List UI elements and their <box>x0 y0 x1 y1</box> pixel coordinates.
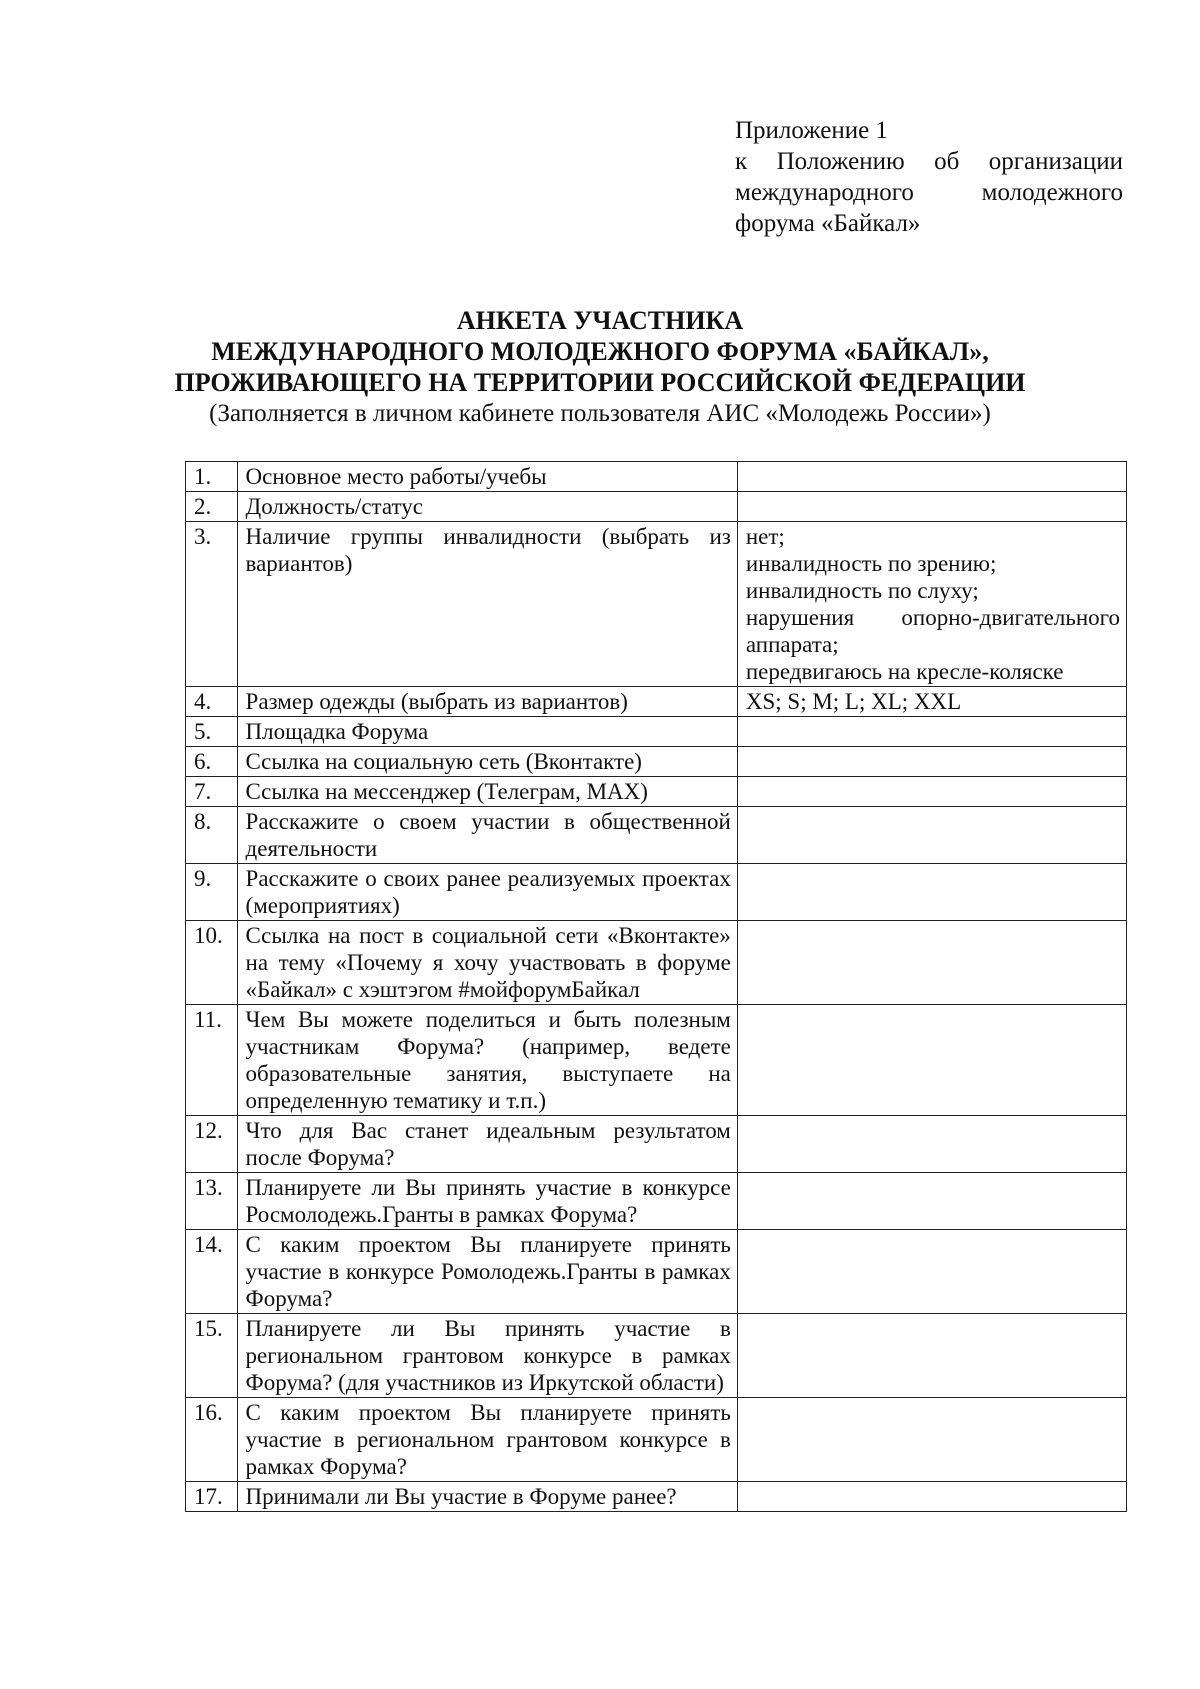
answer-cell[interactable] <box>737 1116 1126 1173</box>
row-number: 14. <box>186 1230 238 1314</box>
question-cell: Что для Вас станет идеальным результатом после Форума? <box>237 1116 737 1173</box>
appendix-line: к Положению об организации <box>735 148 1123 175</box>
row-number: 9. <box>186 864 238 921</box>
question-cell: Наличие группы инвалидности (выбрать из вариантов) <box>237 522 737 687</box>
question-cell: Ссылка на мессенджер (Телеграм, MAX) <box>237 777 737 807</box>
answer-cell[interactable] <box>737 807 1126 864</box>
row-number: 12. <box>186 1116 238 1173</box>
question-cell: Расскажите о своих ранее реализуемых проектах (мероприятиях) <box>237 864 737 921</box>
title-line-1: АНКЕТА УЧАСТНИКА <box>456 306 744 335</box>
question-cell: Планируете ли Вы принять участие в конкурсе Росмолодежь.Гранты в рамках Форума? <box>237 1173 737 1230</box>
row-number: 8. <box>186 807 238 864</box>
row-number: 1. <box>186 462 238 492</box>
table-row <box>186 1314 1127 1398</box>
row-number: 3. <box>186 522 238 687</box>
row-number: 5. <box>186 717 238 747</box>
answer-option[interactable]: передвигаюсь на кресле-коляске <box>745 659 1064 684</box>
answer-cell[interactable] <box>737 747 1126 777</box>
row-number: 10. <box>186 921 238 1005</box>
table-row <box>186 1482 1127 1512</box>
row-number: 15. <box>186 1314 238 1398</box>
answer-option[interactable]: инвалидность по слуху; <box>745 578 979 603</box>
answer-cell[interactable] <box>737 1398 1126 1482</box>
answer-option[interactable]: инвалидность по зрению; <box>745 551 997 576</box>
table-row <box>186 864 1127 921</box>
row-number: 16. <box>186 1398 238 1482</box>
answer-cell[interactable] <box>737 864 1126 921</box>
table-row <box>186 492 1127 522</box>
appendix-block <box>735 115 1123 239</box>
table-row <box>186 687 1127 717</box>
form-title <box>0 305 1200 429</box>
answer-cell[interactable]: XS; S; M; L; XL; XXL <box>737 687 1126 717</box>
answer-cell[interactable] <box>737 717 1126 747</box>
question-cell: Планируете ли Вы принять участие в региональном грантовом конкурсе в рамках Форума? (для участников из Иркутской области) <box>237 1314 737 1398</box>
answer-cell[interactable] <box>737 1173 1126 1230</box>
table-row <box>186 1230 1127 1314</box>
row-number: 7. <box>186 777 238 807</box>
answer-cell[interactable] <box>737 1005 1126 1116</box>
title-subtitle: (Заполняется в личном кабинете пользователя АИС «Молодежь России») <box>209 400 991 427</box>
row-number: 2. <box>186 492 238 522</box>
table-row <box>186 717 1127 747</box>
appendix-line: форума «Байкал» <box>735 210 921 237</box>
question-cell: Размер одежды (выбрать из вариантов) <box>237 687 737 717</box>
table-row <box>186 921 1127 1005</box>
table-row <box>186 1173 1127 1230</box>
question-cell: Расскажите о своем участии в общественной деятельности <box>237 807 737 864</box>
row-number: 13. <box>186 1173 238 1230</box>
table-row <box>186 1116 1127 1173</box>
title-line-3: ПРОЖИВАЮЩЕГО НА ТЕРРИТОРИИ РОССИЙСКОЙ ФЕДЕРАЦИИ <box>174 368 1026 397</box>
answer-cell[interactable] <box>737 1314 1126 1398</box>
answer-cell[interactable] <box>737 1482 1126 1512</box>
answer-cell[interactable] <box>737 921 1126 1005</box>
answer-cell[interactable] <box>737 522 1126 687</box>
question-cell: С каким проектом Вы планируете принять участие в региональном грантовом конкурсе в рамках Форума? <box>237 1398 737 1482</box>
question-cell: С каким проектом Вы планируете принять участие в конкурсе Ромолодежь.Гранты в рамках Форума? <box>237 1230 737 1314</box>
questionnaire-table <box>185 461 1127 1512</box>
table-row <box>186 777 1127 807</box>
table-row <box>186 807 1127 864</box>
appendix-line: международного молодежного <box>735 179 1123 206</box>
question-cell: Ссылка на пост в социальной сети «Вконтакте» на тему «Почему я хочу участвовать в форуме «Байкал» с хэштэгом #мойфорумБайкал <box>237 921 737 1005</box>
appendix-line: Приложение 1 <box>735 117 888 144</box>
answer-cell[interactable] <box>737 492 1126 522</box>
table-row <box>186 1005 1127 1116</box>
question-cell: Должность/статус <box>237 492 737 522</box>
answer-cell[interactable] <box>737 777 1126 807</box>
row-number: 6. <box>186 747 238 777</box>
table-row <box>186 522 1127 687</box>
row-number: 11. <box>186 1005 238 1116</box>
question-cell: Основное место работы/учебы <box>237 462 737 492</box>
table-row <box>186 1398 1127 1482</box>
row-number: 4. <box>186 687 238 717</box>
title-line-2: МЕЖДУНАРОДНОГО МОЛОДЕЖНОГО ФОРУМА «БАЙКАЛ», <box>211 337 989 366</box>
answer-cell[interactable] <box>737 462 1126 492</box>
table-row <box>186 462 1127 492</box>
answer-option[interactable]: нет; <box>745 524 785 549</box>
table-row <box>186 747 1127 777</box>
answer-option[interactable]: нарушения опорно-двигательного аппарата; <box>745 605 1120 657</box>
answer-cell[interactable] <box>737 1230 1126 1314</box>
question-cell: Чем Вы можете поделиться и быть полезным участникам Форума? (например, ведете образовательные занятия, выступаете на определенную тематику и т.п.) <box>237 1005 737 1116</box>
question-cell: Ссылка на социальную сеть (Вконтакте) <box>237 747 737 777</box>
row-number: 17. <box>186 1482 238 1512</box>
question-cell: Площадка Форума <box>237 717 737 747</box>
question-cell: Принимали ли Вы участие в Форуме ранее? <box>237 1482 737 1512</box>
